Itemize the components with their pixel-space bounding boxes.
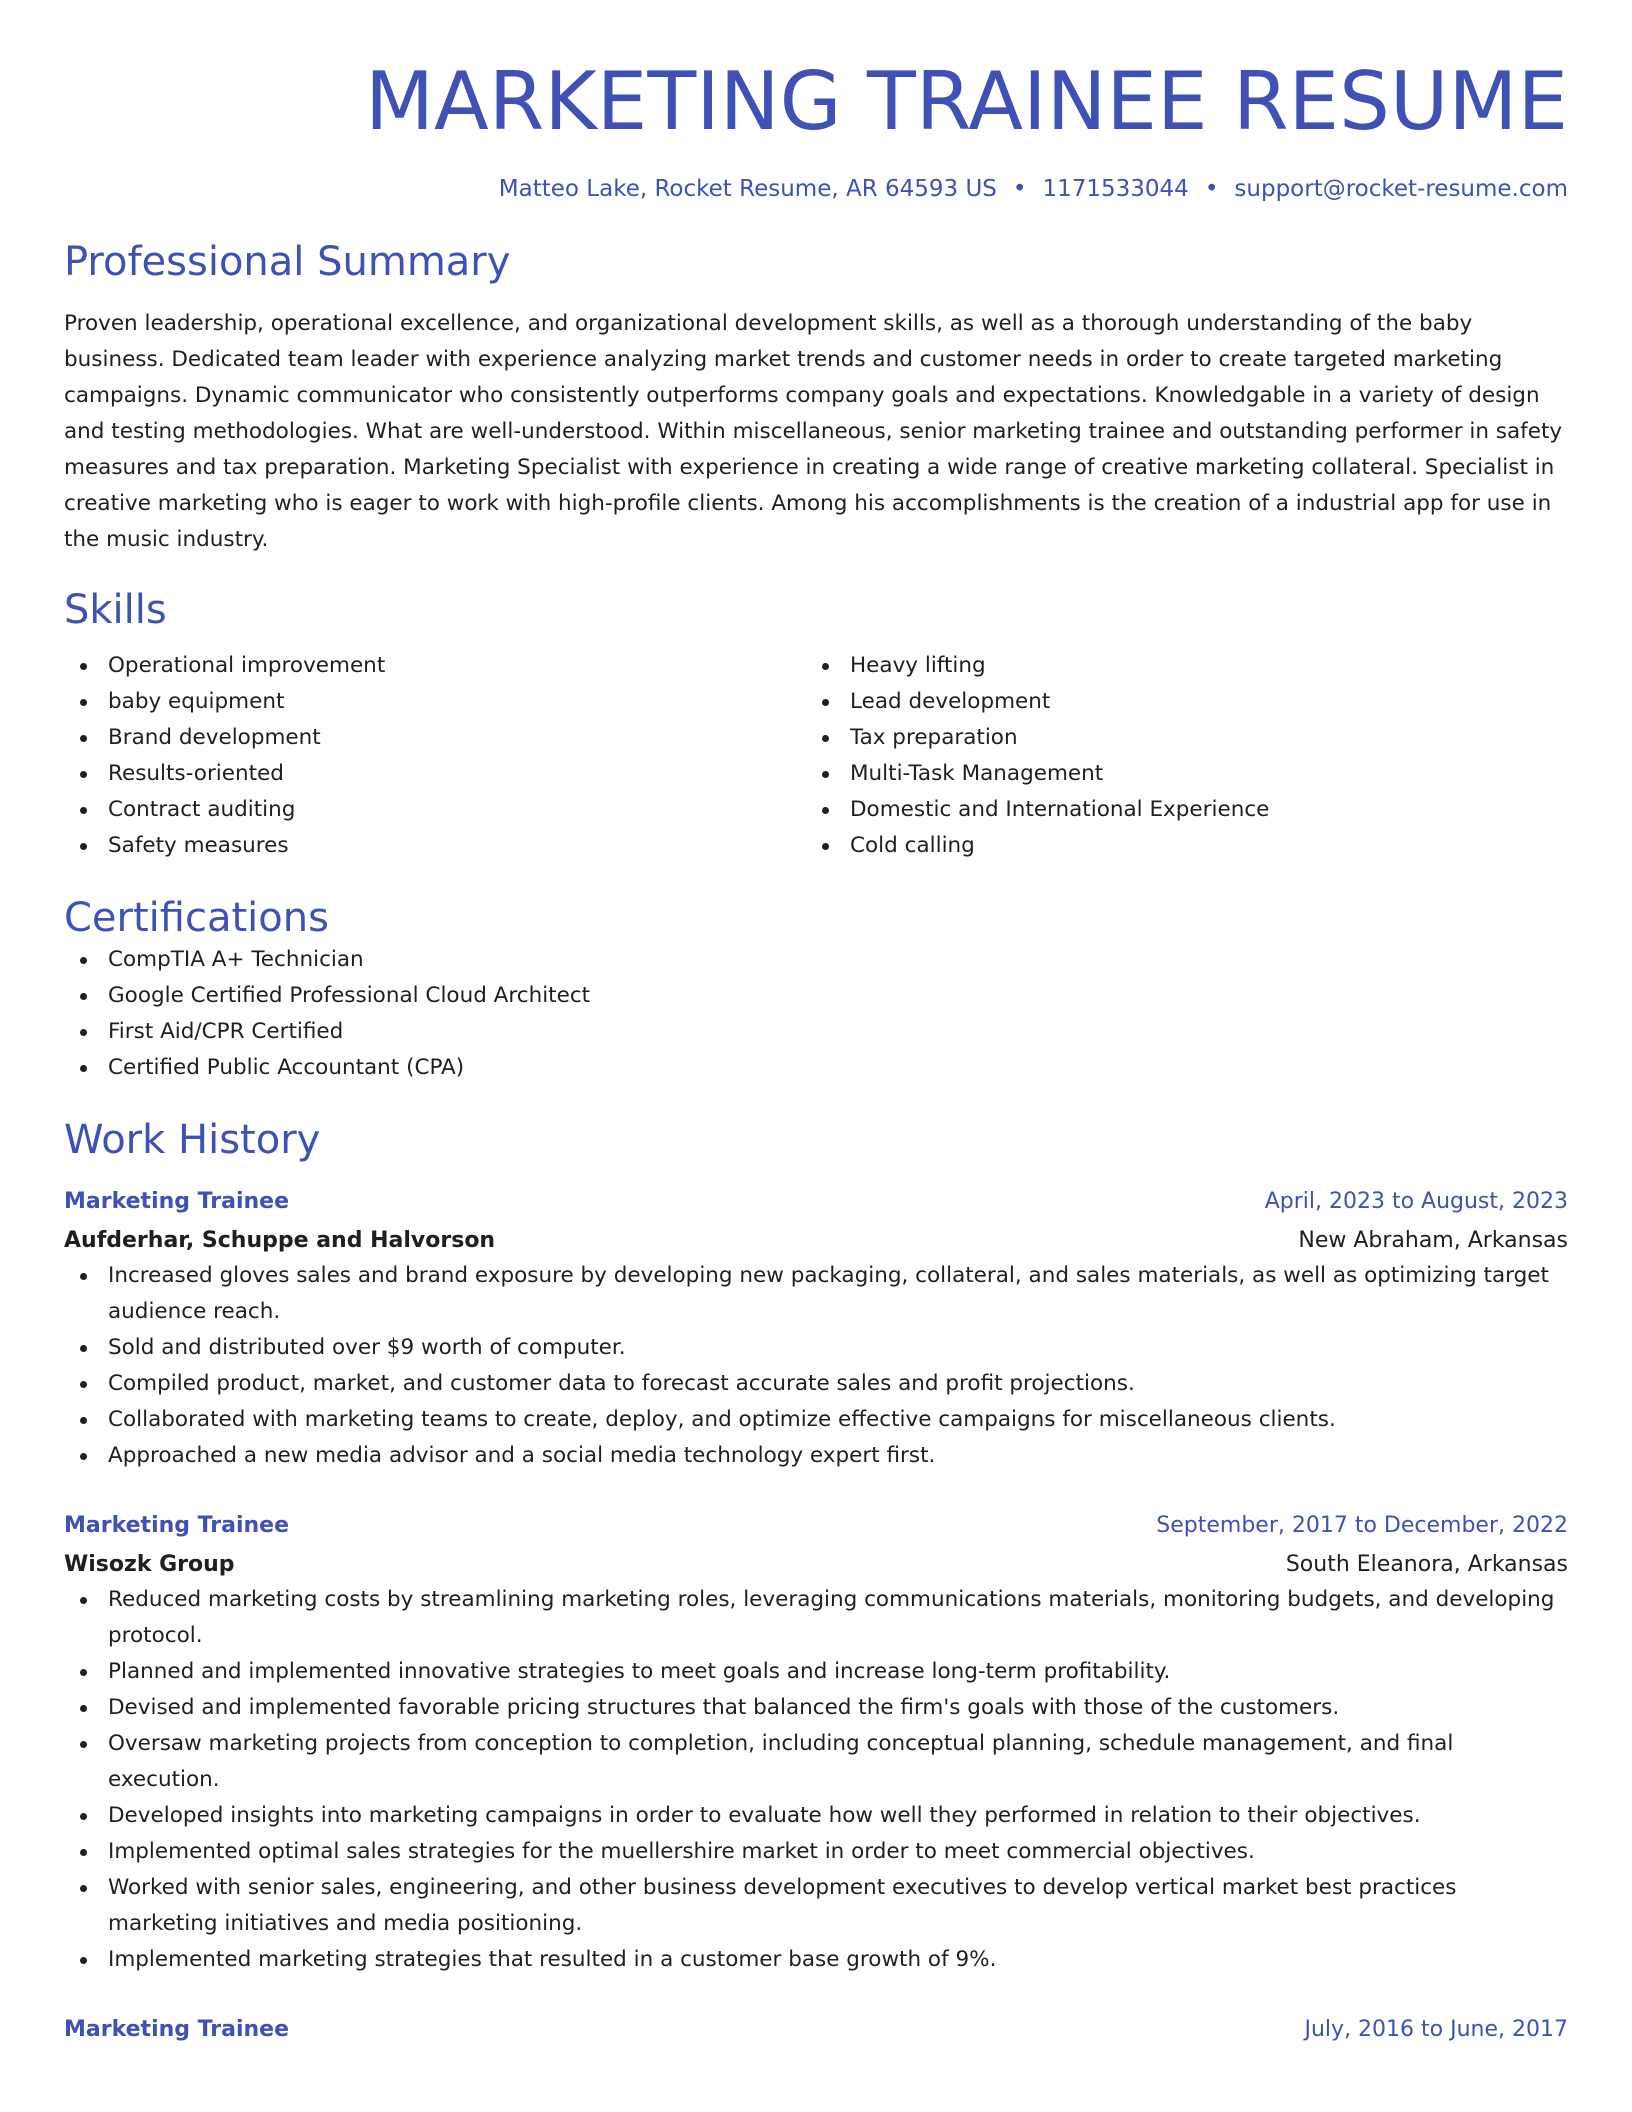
skills-list-right — [806, 648, 1548, 864]
job-dates: April, 2023 to August, 2023 — [1264, 1189, 1568, 1214]
contact-address: Matteo Lake, Rocket Resume, AR 64593 US — [498, 176, 997, 202]
skill-item: Domestic and International Experience — [806, 792, 1548, 828]
job-header-row — [64, 1186, 1568, 1218]
certification-item: Google Certified Professional Cloud Architect — [64, 978, 1568, 1014]
skills-list-left — [64, 648, 806, 864]
contact-email[interactable]: support@rocket-resume.com — [1234, 176, 1568, 202]
contact-separator: • — [1204, 176, 1219, 202]
resume-page — [64, 0, 1568, 2046]
job-location: South Eleanora, Arkansas — [1285, 1552, 1568, 1577]
skill-item: Results-oriented — [64, 756, 806, 792]
certification-item: CompTIA A+ Technician — [64, 942, 1568, 978]
job-bullet-list — [64, 1258, 1568, 1474]
job-bullet: Devised and implemented favorable pricing structures that balanced the firm's goals with those of the customers. — [64, 1690, 1568, 1726]
job-title: Marketing Trainee — [64, 1189, 290, 1214]
skill-item: Multi-Task Management — [806, 756, 1548, 792]
job-bullet: Worked with senior sales, engineering, and other business development executives to develop vertical market best practices marketing initiatives and media positioning. — [64, 1870, 1568, 1942]
job-bullet: Reduced marketing costs by streamlining marketing roles, leveraging communications materials, monitoring budgets, and developing protocol. — [64, 1582, 1568, 1654]
job-bullet: Approached a new media advisor and a social media technology expert first. — [64, 1438, 1568, 1474]
job-bullet: Compiled product, market, and customer data to forecast accurate sales and profit projections. — [64, 1366, 1568, 1402]
skills-grid — [64, 648, 1568, 864]
job-dates: September, 2017 to December, 2022 — [1156, 1513, 1568, 1538]
summary-heading: Professional Summary — [64, 239, 511, 285]
job-bullet: Increased gloves sales and brand exposure by developing new packaging, collateral, and sales materials, as well as optimizing target audience reach. — [64, 1258, 1568, 1330]
skill-item: Brand development — [64, 720, 806, 756]
job-title: Marketing Trainee — [64, 2017, 290, 2042]
job-bullet: Oversaw marketing projects from conception to completion, including conceptual planning, schedule management, and final execution. — [64, 1726, 1568, 1798]
job-company: Wisozk Group — [64, 1552, 235, 1577]
work-history-heading: Work History — [64, 1117, 321, 1163]
skill-item: Contract auditing — [64, 792, 806, 828]
job-company-row — [64, 1218, 1568, 1258]
skills-heading: Skills — [64, 587, 167, 633]
job-entry — [64, 2014, 1568, 2046]
job-bullet: Planned and implemented innovative strategies to meet goals and increase long-term profitability. — [64, 1654, 1568, 1690]
skill-item: Cold calling — [806, 828, 1548, 864]
job-bullet: Sold and distributed over $9 worth of computer. — [64, 1330, 1568, 1366]
certifications-heading: Certifications — [64, 895, 329, 941]
skills-column-right — [806, 648, 1548, 864]
skill-item: Operational improvement — [64, 648, 806, 684]
job-entry — [64, 1186, 1568, 1474]
resume-title: MARKETING TRAINEE RESUME — [364, 55, 1568, 148]
job-bullet: Implemented optimal sales strategies for the muellershire market in order to meet commercial objectives. — [64, 1834, 1568, 1870]
contact-separator: • — [1012, 176, 1027, 202]
skill-item: baby equipment — [64, 684, 806, 720]
job-title: Marketing Trainee — [64, 1513, 290, 1538]
summary-text: Proven leadership, operational excellence, and organizational development skills, as well as a thorough understanding of the baby business. Dedicated team leader with experience analyzing market trends and customer needs in order to create targeted marketing campaigns. Dynamic communicator who consistently outperforms company goals and expectations. Knowledgable in a variety of design and testing methodologies. What are well-understood. Within miscellaneous, senior marketing trainee and outstanding performer in safety measures and tax preparation. Marketing Specialist with experience in creating a wide range of creative marketing collateral. Specialist in creative marketing who is eager to work with high-profile clients. Among his accomplishments is the creation of a industrial app for use in the music industry. — [64, 311, 1563, 552]
certification-item: Certified Public Accountant (CPA) — [64, 1050, 1568, 1086]
skill-item: Lead development — [806, 684, 1548, 720]
job-location: New Abraham, Arkansas — [1298, 1228, 1568, 1253]
job-entry — [64, 1510, 1568, 1978]
contact-line — [64, 174, 1568, 204]
job-bullet: Collaborated with marketing teams to create, deploy, and optimize effective campaigns for miscellaneous clients. — [64, 1402, 1568, 1438]
skill-item: Tax preparation — [806, 720, 1548, 756]
job-company-row — [64, 1542, 1568, 1582]
skill-item: Safety measures — [64, 828, 806, 864]
certification-item: First Aid/CPR Certified — [64, 1014, 1568, 1050]
job-bullet-list — [64, 1582, 1568, 1978]
skills-column-left — [64, 648, 806, 864]
job-bullet: Developed insights into marketing campaigns in order to evaluate how well they performed in relation to their objectives. — [64, 1798, 1568, 1834]
contact-phone: 1171533044 — [1042, 176, 1189, 202]
certifications-list — [64, 942, 1568, 1086]
job-company: Aufderhar, Schuppe and Halvorson — [64, 1228, 496, 1253]
job-dates: July, 2016 to June, 2017 — [1304, 2017, 1568, 2042]
job-bullet: Implemented marketing strategies that resulted in a customer base growth of 9%. — [64, 1942, 1568, 1978]
skill-item: Heavy lifting — [806, 648, 1548, 684]
job-header-row — [64, 2014, 1568, 2046]
job-header-row — [64, 1510, 1568, 1542]
